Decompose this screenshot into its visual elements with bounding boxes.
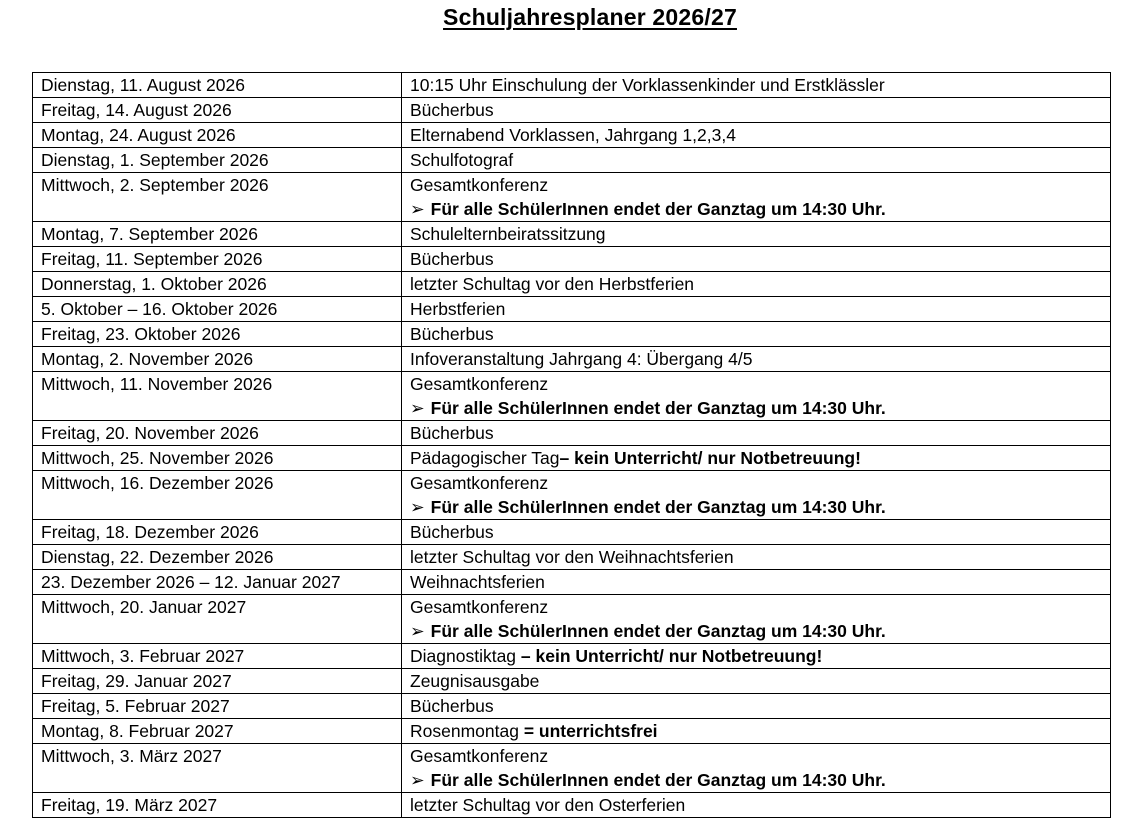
- event-label: Rosenmontag: [410, 721, 524, 741]
- event-label: Elternabend Vorklassen, Jahrgang 1,2,3,4: [410, 125, 736, 145]
- event-text: [410, 347, 1110, 371]
- date-cell: Freitag, 14. August 2026: [33, 98, 402, 123]
- table-row: [33, 123, 1111, 148]
- table-row: [33, 272, 1111, 297]
- date-cell: Freitag, 20. November 2026: [33, 421, 402, 446]
- table-row: [33, 148, 1111, 173]
- event-text: [410, 644, 1110, 668]
- note-text: Für alle SchülerInnen endet der Ganztag um 14:30 Uhr.: [430, 398, 886, 418]
- event-text: [410, 148, 1110, 172]
- event-label: Bücherbus: [410, 249, 494, 269]
- schedule-rows: [33, 73, 1111, 818]
- event-cell: [402, 73, 1111, 98]
- event-cell: [402, 520, 1111, 545]
- event-text: [410, 595, 1110, 619]
- event-cell: [402, 694, 1111, 719]
- event-text: [410, 570, 1110, 594]
- date-cell: Mittwoch, 2. September 2026: [33, 173, 402, 222]
- event-text: [410, 98, 1110, 122]
- event-text: [410, 173, 1110, 197]
- date-cell: Donnerstag, 1. Oktober 2026: [33, 272, 402, 297]
- event-cell: [402, 322, 1111, 347]
- ganztag-note: [410, 396, 1110, 420]
- event-cell: [402, 719, 1111, 744]
- event-text: [410, 123, 1110, 147]
- event-cell: [402, 421, 1111, 446]
- event-text: [410, 297, 1110, 321]
- event-cell: [402, 222, 1111, 247]
- table-row: [33, 520, 1111, 545]
- event-text: [410, 222, 1110, 246]
- schedule-table: [32, 72, 1111, 818]
- event-label: 10:15 Uhr Einschulung der Vorklassenkinder und Erstklässler: [410, 75, 885, 95]
- note-text: Für alle SchülerInnen endet der Ganztag um 14:30 Uhr.: [430, 770, 886, 790]
- page-title: Schuljahresplaner 2026/27: [443, 4, 737, 30]
- date-cell: Freitag, 29. Januar 2027: [33, 669, 402, 694]
- event-label: Gesamtkonferenz: [410, 175, 549, 195]
- table-row: [33, 694, 1111, 719]
- event-label: Diagnostiktag: [410, 646, 521, 666]
- event-label: Herbstferien: [410, 299, 506, 319]
- event-label: Gesamtkonferenz: [410, 374, 549, 394]
- note-text: Für alle SchülerInnen endet der Ganztag um 14:30 Uhr.: [430, 199, 886, 219]
- event-cell: [402, 372, 1111, 421]
- event-text: [410, 73, 1110, 97]
- event-label: Bücherbus: [410, 324, 494, 344]
- date-cell: 23. Dezember 2026 – 12. Januar 2027: [33, 570, 402, 595]
- table-row: [33, 322, 1111, 347]
- event-cell: [402, 793, 1111, 818]
- ganztag-note: [410, 619, 1110, 643]
- date-cell: Freitag, 19. März 2027: [33, 793, 402, 818]
- event-text: [410, 247, 1110, 271]
- date-cell: Freitag, 18. Dezember 2026: [33, 520, 402, 545]
- date-cell: Freitag, 11. September 2026: [33, 247, 402, 272]
- table-row: [33, 73, 1111, 98]
- table-row: [33, 545, 1111, 570]
- event-cell: [402, 123, 1111, 148]
- event-label: Gesamtkonferenz: [410, 473, 549, 493]
- event-label: Bücherbus: [410, 423, 494, 443]
- table-row: [33, 595, 1111, 644]
- ganztag-note: [410, 495, 1110, 519]
- date-cell: Mittwoch, 16. Dezember 2026: [33, 471, 402, 520]
- event-text: [410, 322, 1110, 346]
- ganztag-note: [410, 768, 1110, 792]
- date-cell: Dienstag, 11. August 2026: [33, 73, 402, 98]
- event-label: Gesamtkonferenz: [410, 597, 549, 617]
- event-cell: [402, 347, 1111, 372]
- table-row: [33, 719, 1111, 744]
- event-cell: [402, 247, 1111, 272]
- event-label: Weihnachtsferien: [410, 572, 545, 592]
- event-text: [410, 744, 1110, 768]
- note-text: Für alle SchülerInnen endet der Ganztag um 14:30 Uhr.: [430, 621, 886, 641]
- event-text: [410, 669, 1110, 693]
- event-text: [410, 421, 1110, 445]
- date-cell: Mittwoch, 11. November 2026: [33, 372, 402, 421]
- arrow-bullet-icon: ➢: [410, 621, 425, 641]
- date-cell: Freitag, 23. Oktober 2026: [33, 322, 402, 347]
- note-text: Für alle SchülerInnen endet der Ganztag um 14:30 Uhr.: [430, 497, 886, 517]
- date-cell: Montag, 8. Februar 2027: [33, 719, 402, 744]
- event-label: Schulfotograf: [410, 150, 514, 170]
- event-cell: [402, 669, 1111, 694]
- event-label: letzter Schultag vor den Herbstferien: [410, 274, 695, 294]
- date-cell: Montag, 24. August 2026: [33, 123, 402, 148]
- date-cell: 5. Oktober – 16. Oktober 2026: [33, 297, 402, 322]
- event-cell: [402, 148, 1111, 173]
- date-cell: Mittwoch, 3. März 2027: [33, 744, 402, 793]
- event-emphasis: – kein Unterricht/ nur Notbetreuung!: [559, 448, 861, 468]
- event-label: letzter Schultag vor den Osterferien: [410, 795, 686, 815]
- event-text: [410, 372, 1110, 396]
- event-cell: [402, 98, 1111, 123]
- date-cell: Mittwoch, 20. Januar 2027: [33, 595, 402, 644]
- table-row: [33, 644, 1111, 669]
- arrow-bullet-icon: ➢: [410, 770, 425, 790]
- event-text: [410, 719, 1110, 743]
- table-row: [33, 446, 1111, 471]
- event-label: Pädagogischer Tag: [410, 448, 560, 468]
- event-text: [410, 272, 1110, 296]
- event-cell: [402, 744, 1111, 793]
- ganztag-note: [410, 197, 1110, 221]
- event-cell: [402, 173, 1111, 222]
- table-row: [33, 669, 1111, 694]
- event-label: Zeugnisausgabe: [410, 671, 540, 691]
- table-row: [33, 471, 1111, 520]
- event-text: [410, 694, 1110, 718]
- event-text: [410, 793, 1110, 817]
- event-label: letzter Schultag vor den Weihnachtsferien: [410, 547, 734, 567]
- table-row: [33, 744, 1111, 793]
- event-cell: [402, 297, 1111, 322]
- event-text: [410, 520, 1110, 544]
- table-row: [33, 421, 1111, 446]
- date-cell: Mittwoch, 25. November 2026: [33, 446, 402, 471]
- event-cell: [402, 644, 1111, 669]
- table-row: [33, 222, 1111, 247]
- table-row: [33, 297, 1111, 322]
- table-row: [33, 347, 1111, 372]
- date-cell: Montag, 7. September 2026: [33, 222, 402, 247]
- event-cell: [402, 595, 1111, 644]
- date-cell: Dienstag, 1. September 2026: [33, 148, 402, 173]
- table-row: [33, 173, 1111, 222]
- event-label: Infoveranstaltung Jahrgang 4: Übergang 4/5: [410, 349, 753, 369]
- event-cell: [402, 471, 1111, 520]
- event-cell: [402, 446, 1111, 471]
- event-emphasis: – kein Unterricht/ nur Notbetreuung!: [520, 646, 823, 666]
- event-cell: [402, 545, 1111, 570]
- event-text: [410, 545, 1110, 569]
- table-row: [33, 793, 1111, 818]
- table-row: [33, 570, 1111, 595]
- event-text: [410, 446, 1110, 470]
- date-cell: Montag, 2. November 2026: [33, 347, 402, 372]
- event-cell: [402, 570, 1111, 595]
- event-label: Bücherbus: [410, 522, 494, 542]
- table-row: [33, 98, 1111, 123]
- arrow-bullet-icon: ➢: [410, 199, 425, 219]
- event-label: Schulelternbeiratssitzung: [410, 224, 606, 244]
- event-cell: [402, 272, 1111, 297]
- table-row: [33, 372, 1111, 421]
- event-label: Gesamtkonferenz: [410, 746, 549, 766]
- event-label: Bücherbus: [410, 100, 494, 120]
- table-row: [33, 247, 1111, 272]
- event-emphasis: = unterrichtsfrei: [523, 721, 658, 741]
- arrow-bullet-icon: ➢: [410, 398, 425, 418]
- arrow-bullet-icon: ➢: [410, 497, 425, 517]
- date-cell: Freitag, 5. Februar 2027: [33, 694, 402, 719]
- event-label: Bücherbus: [410, 696, 494, 716]
- event-text: [410, 471, 1110, 495]
- date-cell: Dienstag, 22. Dezember 2026: [33, 545, 402, 570]
- date-cell: Mittwoch, 3. Februar 2027: [33, 644, 402, 669]
